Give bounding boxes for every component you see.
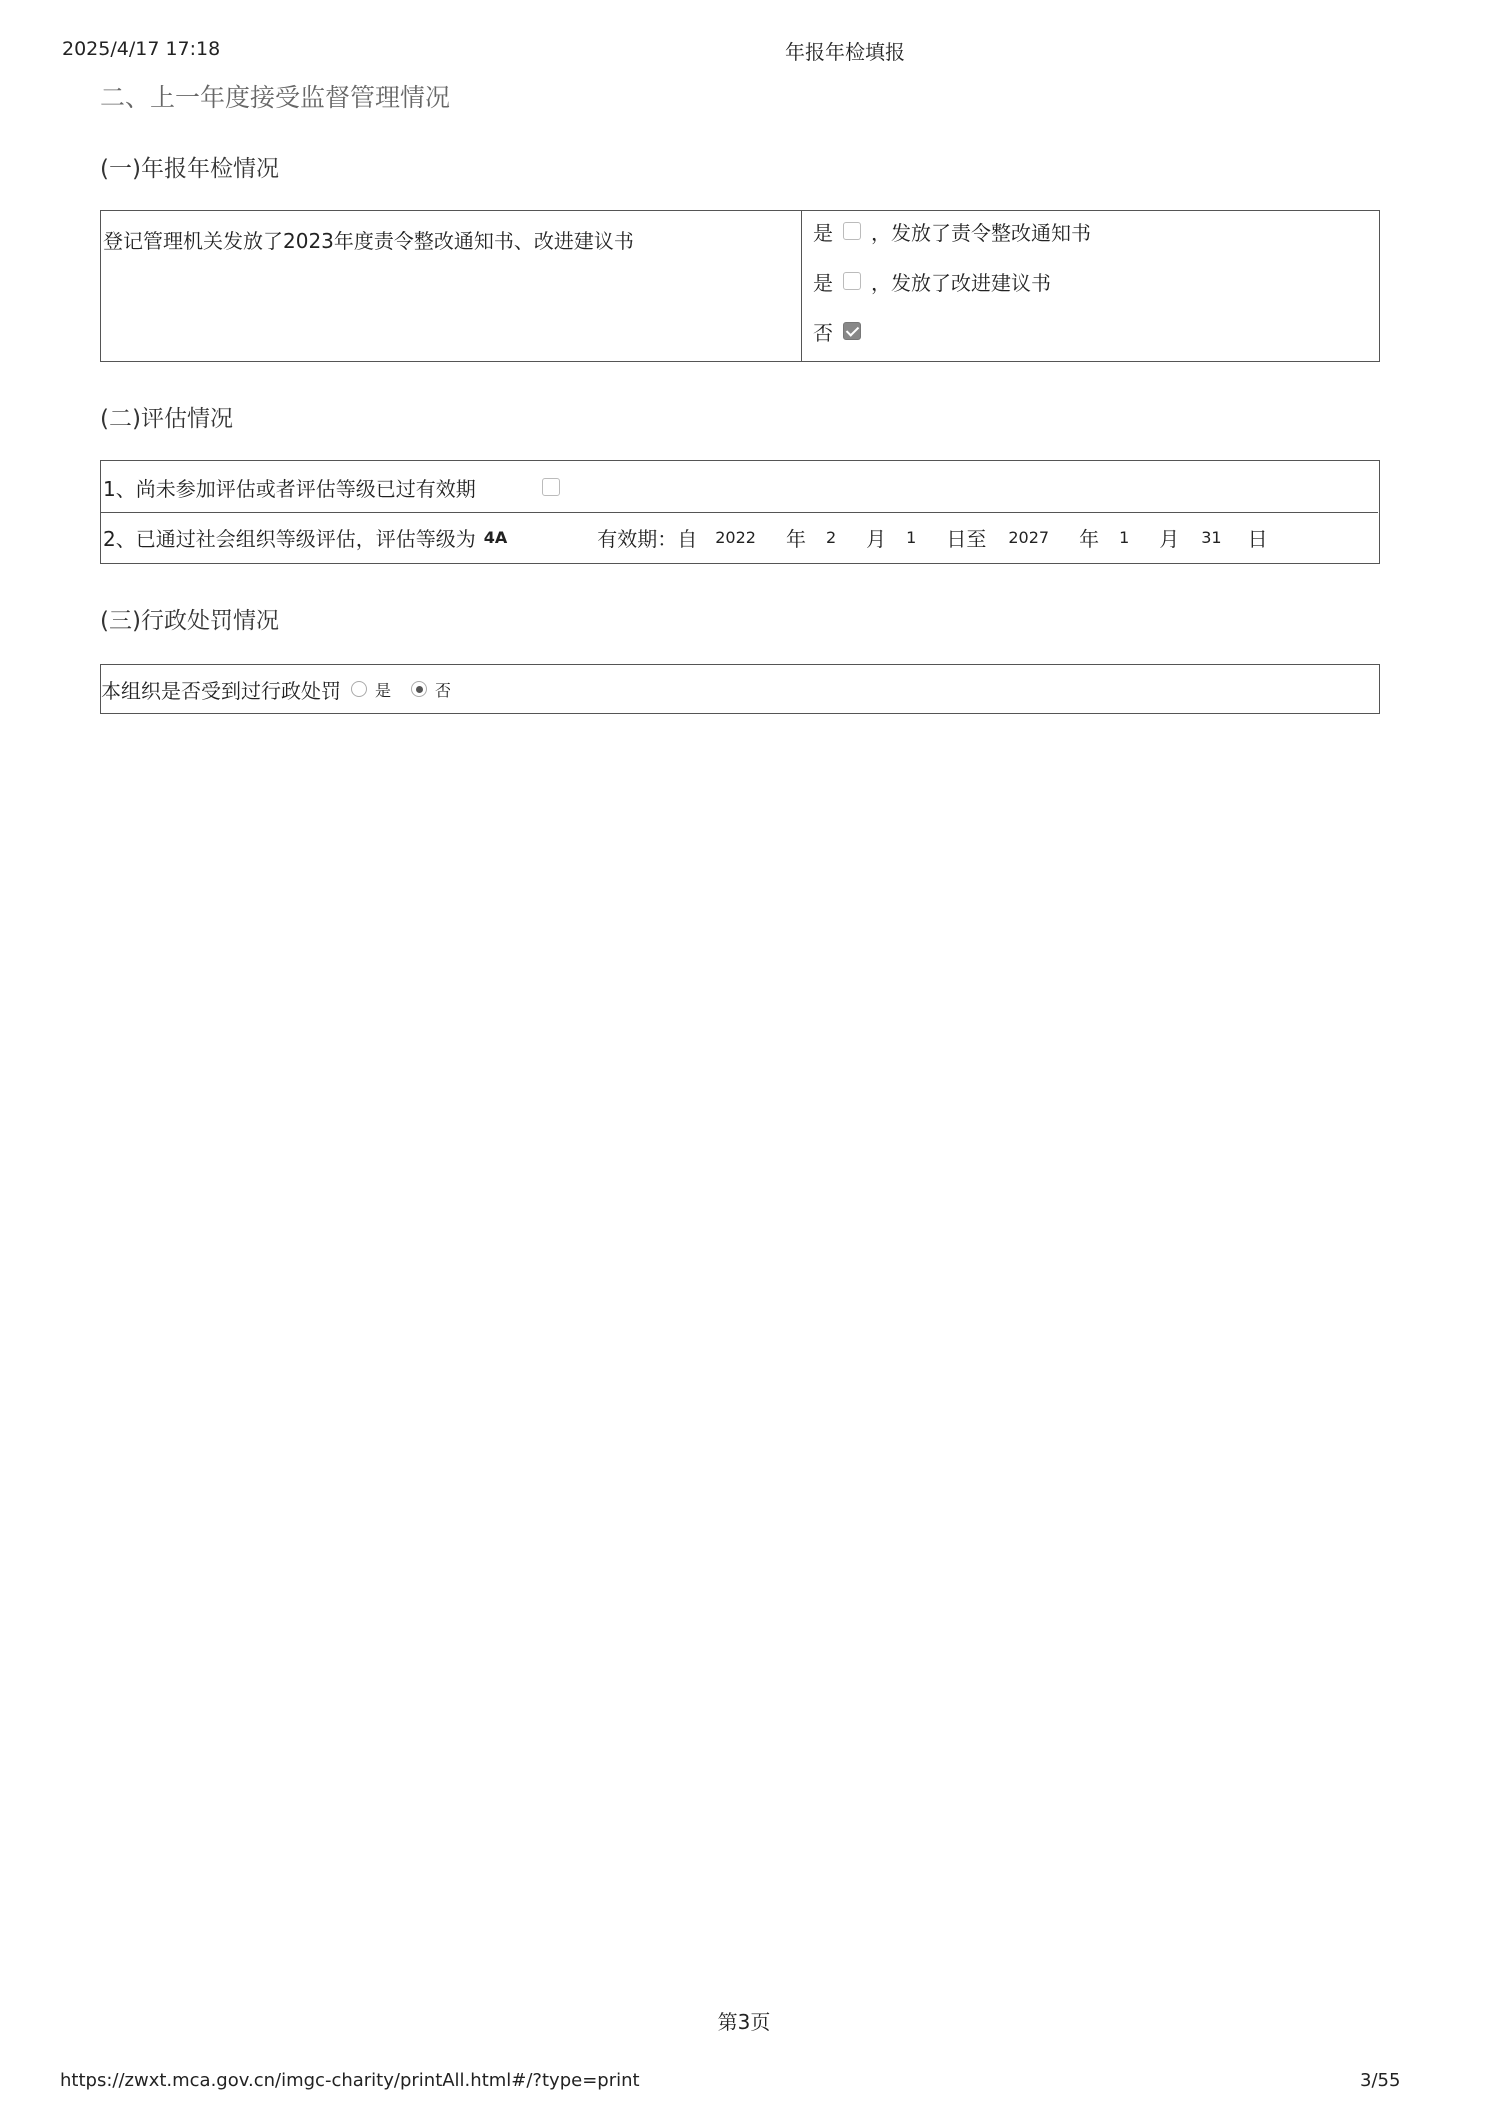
start-year: 2022 — [715, 527, 756, 547]
penalty-yes-label: 是 — [375, 680, 392, 700]
not-evaluated-checkbox[interactable] — [542, 478, 560, 496]
page-count: 3/55 — [1360, 2070, 1401, 2091]
section-title: 二、上一年度接受监督管理情况 — [100, 83, 451, 112]
print-datetime: 2025/4/17 17:18 — [62, 38, 221, 60]
table-divider — [801, 211, 802, 361]
improvement-advice-checkbox[interactable] — [843, 272, 861, 290]
option-none — [813, 315, 861, 347]
penalty-title: (三)行政处罚情况 — [100, 608, 279, 634]
print-title: 年报年检填报 — [785, 40, 905, 64]
day-to: 日至 — [946, 526, 987, 551]
end-year: 2027 — [1008, 527, 1050, 547]
grade-value: 4A — [483, 527, 508, 547]
evaluation-row-1 — [103, 471, 560, 503]
penalty-no-label: 否 — [435, 680, 452, 700]
month-unit: 月 — [866, 526, 887, 551]
rectification-notice-checkbox[interactable] — [843, 222, 861, 240]
penalty-no-radio[interactable] — [411, 681, 427, 697]
penalty-yes-radio[interactable] — [351, 681, 367, 697]
annual-inspection-table — [100, 210, 1380, 362]
option-label: ，发放了责令整改通知书 — [871, 220, 1091, 245]
page-number: 第3页 — [717, 2010, 771, 2034]
not-evaluated-label: 1、尚未参加评估或者评估等级已过有效期 — [103, 476, 476, 501]
none-checkbox[interactable] — [843, 322, 861, 340]
day-unit: 日 — [1247, 526, 1268, 551]
evaluated-label: 2、已通过社会组织等级评估，评估等级为 — [103, 526, 476, 551]
year-unit: 年 — [1079, 526, 1100, 551]
option-label: ，发放了改进建议书 — [871, 270, 1051, 295]
option-prefix: 是 — [813, 220, 833, 245]
start-month: 2 — [825, 527, 837, 547]
penalty-table — [100, 664, 1380, 714]
evaluation-table — [100, 460, 1380, 564]
inspection-question: 登记管理机关发放了2023年度责令整改通知书、改进建议书 — [103, 229, 634, 253]
end-day: 31 — [1201, 527, 1222, 547]
evaluation-title: (二)评估情况 — [100, 406, 233, 432]
page-url: https://zwxt.mca.gov.cn/imgc-charity/printAll.html#/?type=print — [60, 2070, 640, 2091]
option-improvement-advice — [813, 265, 1051, 297]
option-prefix: 否 — [813, 320, 833, 345]
option-rectification-notice — [813, 215, 1091, 247]
validity-label: 有效期：自 — [597, 526, 698, 551]
end-month: 1 — [1119, 527, 1130, 547]
year-unit: 年 — [785, 526, 806, 551]
penalty-row — [101, 673, 451, 705]
penalty-question: 本组织是否受到过行政处罚 — [101, 678, 341, 703]
start-day: 1 — [906, 527, 917, 547]
annual-inspection-title: (一)年报年检情况 — [100, 156, 279, 182]
evaluation-row-2 — [103, 521, 1268, 553]
month-unit: 月 — [1159, 526, 1180, 551]
row-divider — [101, 512, 1378, 513]
option-prefix: 是 — [813, 270, 833, 295]
